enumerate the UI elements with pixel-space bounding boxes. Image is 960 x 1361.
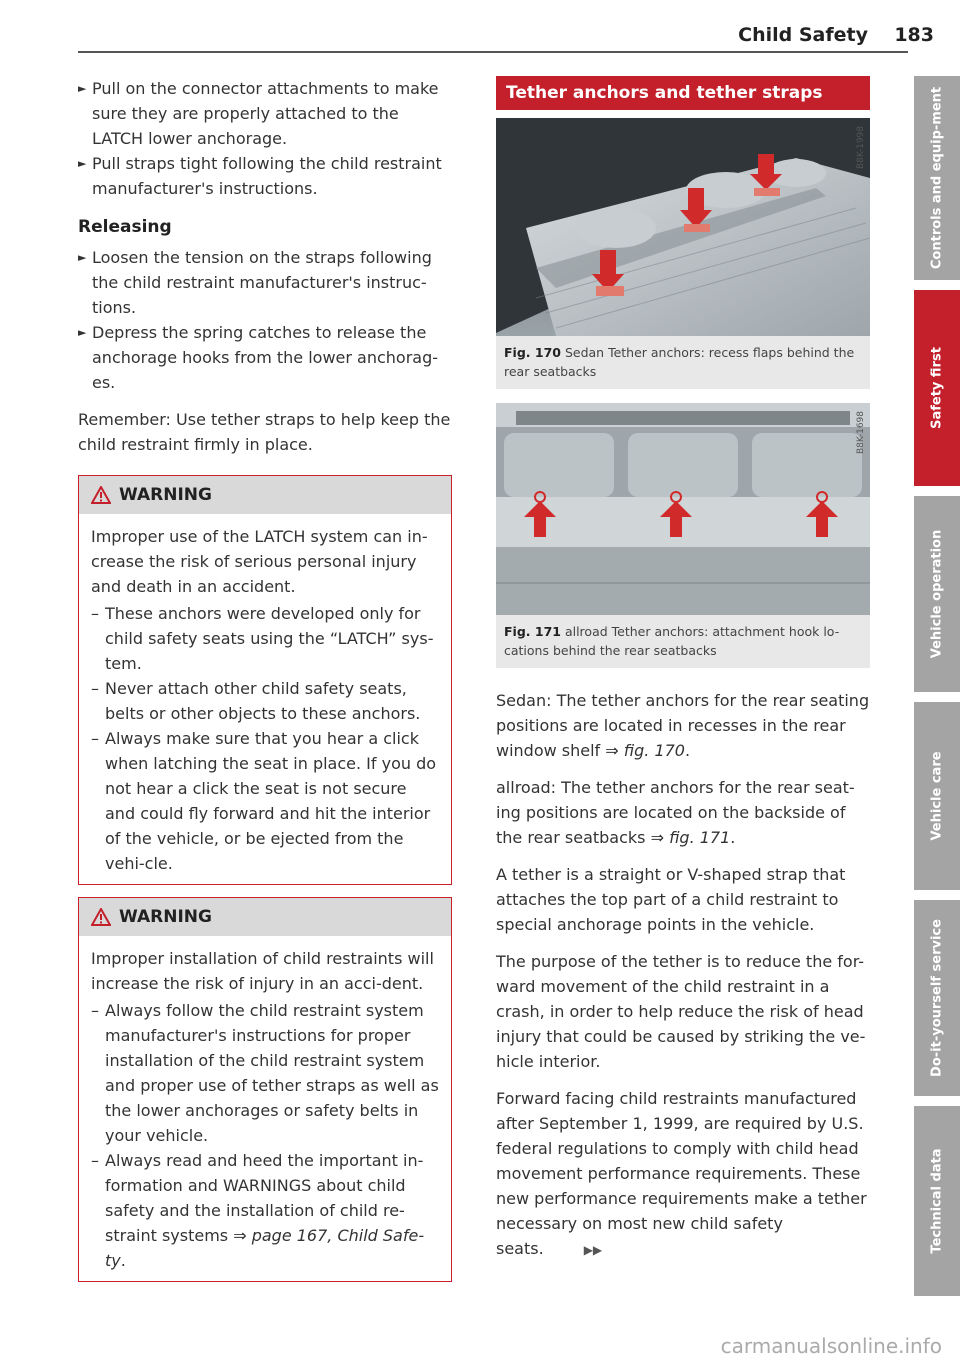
warning-title: WARNING	[119, 907, 212, 927]
warning-box-installation	[78, 897, 452, 1282]
allroad-tether-anchors-image	[496, 403, 870, 615]
sedan-paragraph: Sedan: The tether anchors for the rear seating positions are located in recesses in the rear window shelf ⇒ fig. 170.	[496, 691, 870, 760]
continue-arrow-icon: ▶▶	[583, 1243, 603, 1257]
warning-title: WARNING	[119, 485, 212, 505]
figure-caption: Fig. 171 allroad Tether anchors: attachment hook lo-cations behind the rear seatbacks	[504, 624, 840, 658]
tab-do-it-yourself-service[interactable]: Do-it-yourself service	[914, 900, 960, 1096]
tab-technical-data[interactable]: Technical data	[914, 1106, 960, 1296]
allroad-paragraph: allroad: The tether anchors for the rear seat-ing positions are located on the backside of the rear seatbacks ⇒ fig. 171.	[496, 778, 855, 847]
right-column	[496, 76, 870, 1263]
list-item: – Always read and heed the important in-formation and WARNINGS about child safety and the installation of child re-straint systems ⇒ page 167, Child Safe-ty.	[91, 1151, 425, 1270]
tab-safety-first[interactable]: Safety first	[914, 290, 960, 486]
warning-header	[79, 476, 451, 514]
warning-header	[79, 898, 451, 936]
figure-label: Fig. 170	[504, 345, 561, 360]
tether-definition-paragraph: A tether is a straight or V-shaped strap that attaches the top part of a child restraint to special anchorage points in the vehicle.	[496, 865, 846, 934]
figure-code: B8K-1698	[856, 411, 866, 455]
list-item: – Never attach other child safety seats, belts or other objects to these anchors.	[91, 679, 421, 723]
page-header-title: Child Safety	[738, 24, 868, 46]
warning-triangle-icon	[91, 486, 111, 504]
list-item: ► Pull on the connector attachments to make sure they are properly attached to the LATCH lower anchorage.	[78, 76, 452, 151]
figure-label: Fig. 171	[504, 624, 561, 639]
figure-caption: Fig. 170 Sedan Tether anchors: recess flaps behind the rear seatbacks	[504, 345, 855, 379]
sedan-tether-anchors-image	[496, 118, 870, 336]
arrow-bullet-icon: ►	[78, 251, 87, 264]
remember-paragraph: Remember: Use tether straps to help keep the child restraint firmly in place.	[78, 410, 451, 454]
warning-list	[91, 601, 439, 876]
header-divider	[78, 51, 908, 53]
warning-body	[79, 936, 451, 1281]
figure-170	[496, 118, 870, 389]
regulation-paragraph: Forward facing child restraints manufactured after September 1, 1999, are required by U.S. federal regulations to comply with child head movement performance requirements. These new performance requirements make a tether necessary on most new child safety seats. ▶▶	[496, 1089, 867, 1258]
left-column	[78, 76, 452, 1282]
latch-steps-list	[78, 76, 452, 201]
watermark: carmanualsonline.info	[720, 1334, 942, 1358]
list-item: ► Depress the spring catches to release the anchorage hooks from the lower anchorag-es.	[78, 320, 452, 395]
warning-list	[91, 998, 439, 1273]
warning-intro: Improper use of the LATCH system can in-crease the risk of serious personal injury and death in an accident.	[91, 527, 428, 596]
list-item: – Always follow the child restraint system manufacturer's instructions for proper installation of the child restraint system and proper use of tether straps as well as the lower anchorages or safety belts in your vehicle.	[91, 1001, 439, 1145]
list-item: – These anchors were developed only for child safety seats using the “LATCH” sys-tem.	[91, 604, 434, 673]
warning-intro: Improper installation of child restraints will increase the risk of injury in an acci-dent.	[91, 949, 434, 993]
warning-box-latch	[78, 475, 452, 885]
figure-reference-link[interactable]: ⇒ fig. 170	[605, 741, 685, 760]
arrow-bullet-icon: ►	[78, 82, 87, 95]
section-title: Tether anchors and tether straps	[496, 76, 870, 110]
arrow-bullet-icon: ►	[78, 326, 87, 339]
list-item: ► Pull straps tight following the child restraint manufacturer's instructions.	[78, 151, 452, 201]
figure-code: B8K-1998	[856, 126, 866, 170]
figure-reference-link[interactable]: ⇒ fig. 171	[650, 828, 731, 847]
tab-vehicle-care[interactable]: Vehicle care	[914, 702, 960, 890]
releasing-steps-list	[78, 245, 452, 395]
warning-triangle-icon	[91, 908, 111, 926]
list-item: ► Loosen the tension on the straps following the child restraint manufacturer's instruc-tions.	[78, 245, 452, 320]
warning-body	[79, 514, 451, 884]
tether-purpose-paragraph: The purpose of the tether is to reduce the for-ward movement of the child restraint in a crash, in order to help reduce the risk of head injury that could be caused by striking the ve-hicle interior.	[496, 952, 866, 1071]
page-reference-link[interactable]: ⇒ page 167, Child Safe-ty	[105, 1226, 425, 1270]
arrow-bullet-icon: ►	[78, 157, 87, 170]
tab-controls-and-equipment[interactable]: Controls and equip-ment	[914, 76, 960, 280]
figure-171	[496, 403, 870, 668]
list-item: – Always make sure that you hear a click when latching the seat in place. If you do not hear a click the seat is not secure and could fly forward and hit the interior of the vehicle, or be ejected from the vehi-cle.	[91, 729, 437, 873]
page-number: 183	[894, 24, 934, 46]
releasing-heading: Releasing	[78, 217, 172, 237]
tab-vehicle-operation[interactable]: Vehicle operation	[914, 496, 960, 692]
